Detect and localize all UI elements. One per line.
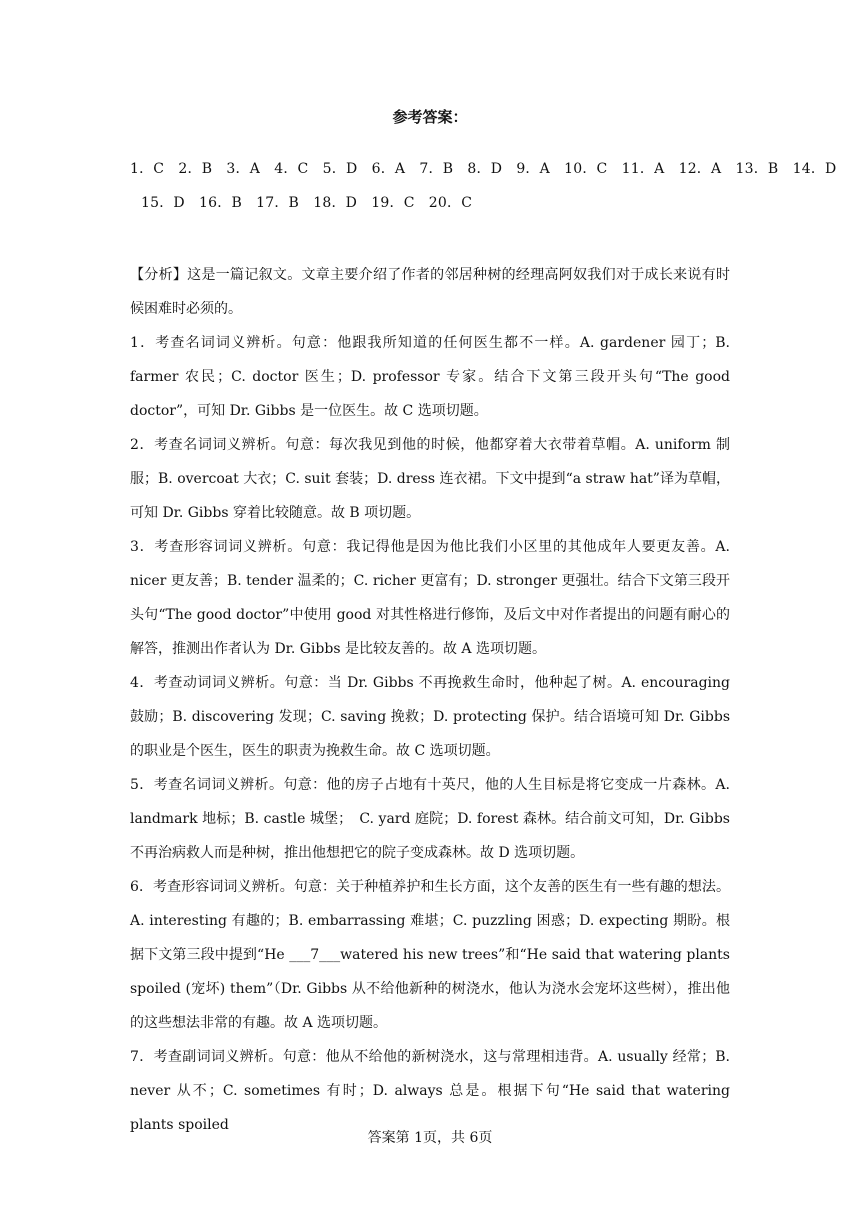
page-footer: 答案第 1页，共 6页 xyxy=(367,1130,493,1146)
answer-key-line-1: 1．C 2．B 3．A 4．C 5．D 6．A 7．B 8．D 9．A 10．C 11．A 12．A 13．B 14．D xyxy=(130,161,837,177)
explanation-item-4: 4．考查动词词义辨析。句意：当 Dr. Gibbs 不再挽救生命时，他种起了树。A. encouraging 鼓励；B. discovering 发现；C. saving 挽救；D. protecting 保护。结合语境可知 Dr. Gibbs 的职业是个医生，医生的职责为挽救生命。故 C 选项切题。 xyxy=(130,675,730,759)
explanation-item-5: 5．考查名词词义辨析。句意：他的房子占地有十英尺，他的人生目标是将它变成一片森林。A. landmark 地标；B. castle 城堡； C. yard 庭院；D. forest 森林。结合前文可知，Dr. Gibbs 不再治病救人而是种树，推出他想把它的院子变成森林。故 D 选项切题。 xyxy=(130,777,730,861)
explanation-item-2: 2．考查名词词义辨析。句意：每次我见到他的时候，他都穿着大衣带着草帽。A. uniform 制服；B. overcoat 大衣；C. suit 套装；D. dress 连衣裙。下文中提到“a straw hat”译为草帽，可知 Dr. Gibbs 穿着比较随意。故 B 项切题。 xyxy=(130,437,730,521)
analysis-paragraph: 【分析】这是一篇记叙文。文章主要介绍了作者的邻居种树的经理高阿奴我们对于成长来说有时候困难时必须的。 xyxy=(130,267,730,317)
explanation-item-3: 3．考查形容词词义辨析。句意：我记得他是因为他比我们小区里的其他成年人要更友善。A. nicer 更友善；B. tender 温柔的；C. richer 更富有；D. stronger 更强壮。结合下文第三段开头句“The good doctor”中使用 good 对其性格进行修饰，及后文中对作者提出的问题有耐心的解答，推测出作者认为 Dr. Gibbs 是比较友善的。故 A 选项切题。 xyxy=(130,539,730,657)
explanation-item-6: 6．考查形容词词义辨析。句意：关于种植养护和生长方面，这个友善的医生有一些有趣的想法。A. interesting 有趣的；B. embarrassing 难堪；C. puzzling 困惑；D. expecting 期盼。根据下文第三段中提到“He ___7___watered his new trees”和“He said that watering plants spoiled (宠坏) them”（Dr. Gibbs 从不给他新种的树浇水，他认为浇水会宠坏这些树），推出他的这些想法非常的有趣。故 A 选项切题。 xyxy=(130,879,730,1031)
explanation-item-7: 7．考查副词词义辨析。句意：他从不给他的新树浇水，这与常理相违背。A. usually 经常；B. never 从不；C. sometimes 有时；D. always 总是。根据下句“He said that watering plants spoiled xyxy=(130,1049,730,1133)
explanation-item-1: 1．考查名词词义辨析。句意：他跟我所知道的任何医生都不一样。A. gardener 园丁；B. farmer 农民；C. doctor 医生；D. professor 专家。结合下文第三段开头句“The good doctor”，可知 Dr. Gibbs 是一位医生。故 C 选项切题。 xyxy=(130,335,730,419)
answer-key-line-2: 15．D 16．B 17．B 18．D 19．C 20．C xyxy=(141,195,473,211)
explanation-body xyxy=(130,258,730,1142)
page-title: 参考答案： xyxy=(392,108,468,126)
